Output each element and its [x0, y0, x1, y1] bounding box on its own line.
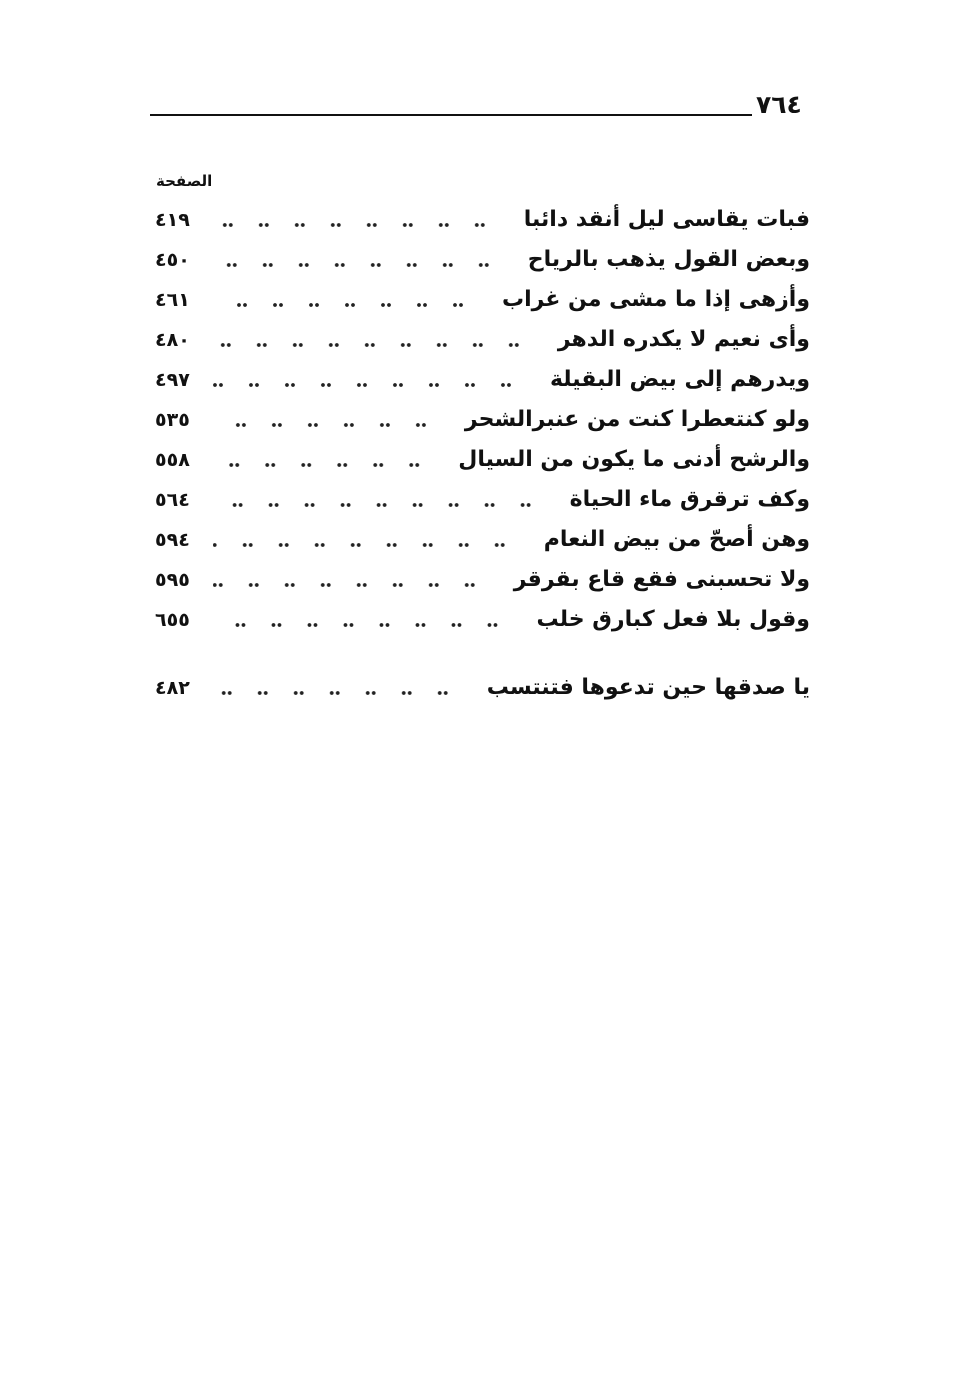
entry-page-number: ٦٥٥ [155, 609, 190, 631]
page-number: ٧٦٤ [756, 90, 802, 119]
entry-page-number: ٤٩٧ [155, 369, 190, 391]
index-entry [155, 400, 810, 440]
dot-leader [213, 501, 556, 509]
entry-page-number: ٥٩٤ [155, 529, 190, 551]
entry-page-number: ٤١٩ [155, 209, 190, 231]
index-entry [155, 360, 810, 400]
dot-leader [213, 261, 514, 269]
entry-page-number: ٤٦١ [155, 289, 190, 311]
entry-text: والرشح أدنى ما يكون من السيال [458, 447, 810, 472]
dot-leader [213, 689, 473, 697]
index-entry [155, 560, 810, 600]
dot-leader [213, 621, 522, 629]
index-entry [155, 480, 810, 520]
index-entry [155, 280, 810, 320]
dot-leader [213, 541, 530, 549]
dot-leader [213, 341, 544, 349]
entry-text: وكف ترقرق ماء الحياة [569, 487, 810, 512]
entry-text: وهن أصحّ من بيض النعام [543, 527, 810, 552]
entry-text: وبعض القول يذهب بالرياح [527, 247, 810, 272]
entry-text: وأى نعيم لا يكدره الدهر [557, 327, 810, 352]
index-entry [155, 668, 810, 708]
entry-page-number: ٥٩٥ [155, 569, 190, 591]
index-entry [155, 200, 810, 240]
index-entry [155, 520, 810, 560]
entry-page-number: ٥٦٤ [155, 489, 190, 511]
dot-leader [213, 581, 500, 589]
entry-text: ولو كنتعطرا كنت من عنبرالشحر [464, 407, 810, 432]
entry-text: وأزهى إذا ما مشى من غراب [502, 287, 810, 312]
dot-leader [213, 381, 536, 389]
index-entry [155, 600, 810, 640]
dot-leader [213, 301, 488, 309]
entry-page-number: ٤٥٠ [155, 249, 190, 271]
index-entry [155, 240, 810, 280]
dot-leader [213, 461, 444, 469]
dot-leader [213, 221, 510, 229]
entry-page-number: ٤٨٢ [155, 677, 190, 699]
entry-page-number: ٤٨٠ [155, 329, 190, 351]
header-rule [150, 114, 752, 116]
entry-page-number: ٥٥٨ [155, 449, 190, 471]
dot-leader [213, 421, 451, 429]
index-list [155, 200, 810, 708]
index-entry [155, 320, 810, 360]
entry-text: ويدرهم إلى بيض البقيلة [549, 367, 810, 392]
page-column-header: الصفحة [156, 172, 213, 190]
entry-text: وقول بلا فعل كبارق خلب [536, 607, 810, 632]
index-entry [155, 440, 810, 480]
entry-text: يا صدقها حين تدعوها فتنتسب [486, 675, 810, 700]
entry-page-number: ٥٣٥ [155, 409, 190, 431]
entry-text: ولا تحسبنى فقع قاع بقرقر [513, 567, 810, 592]
entry-text: فبات يقاسى ليل أنقد دائبا [523, 207, 810, 232]
